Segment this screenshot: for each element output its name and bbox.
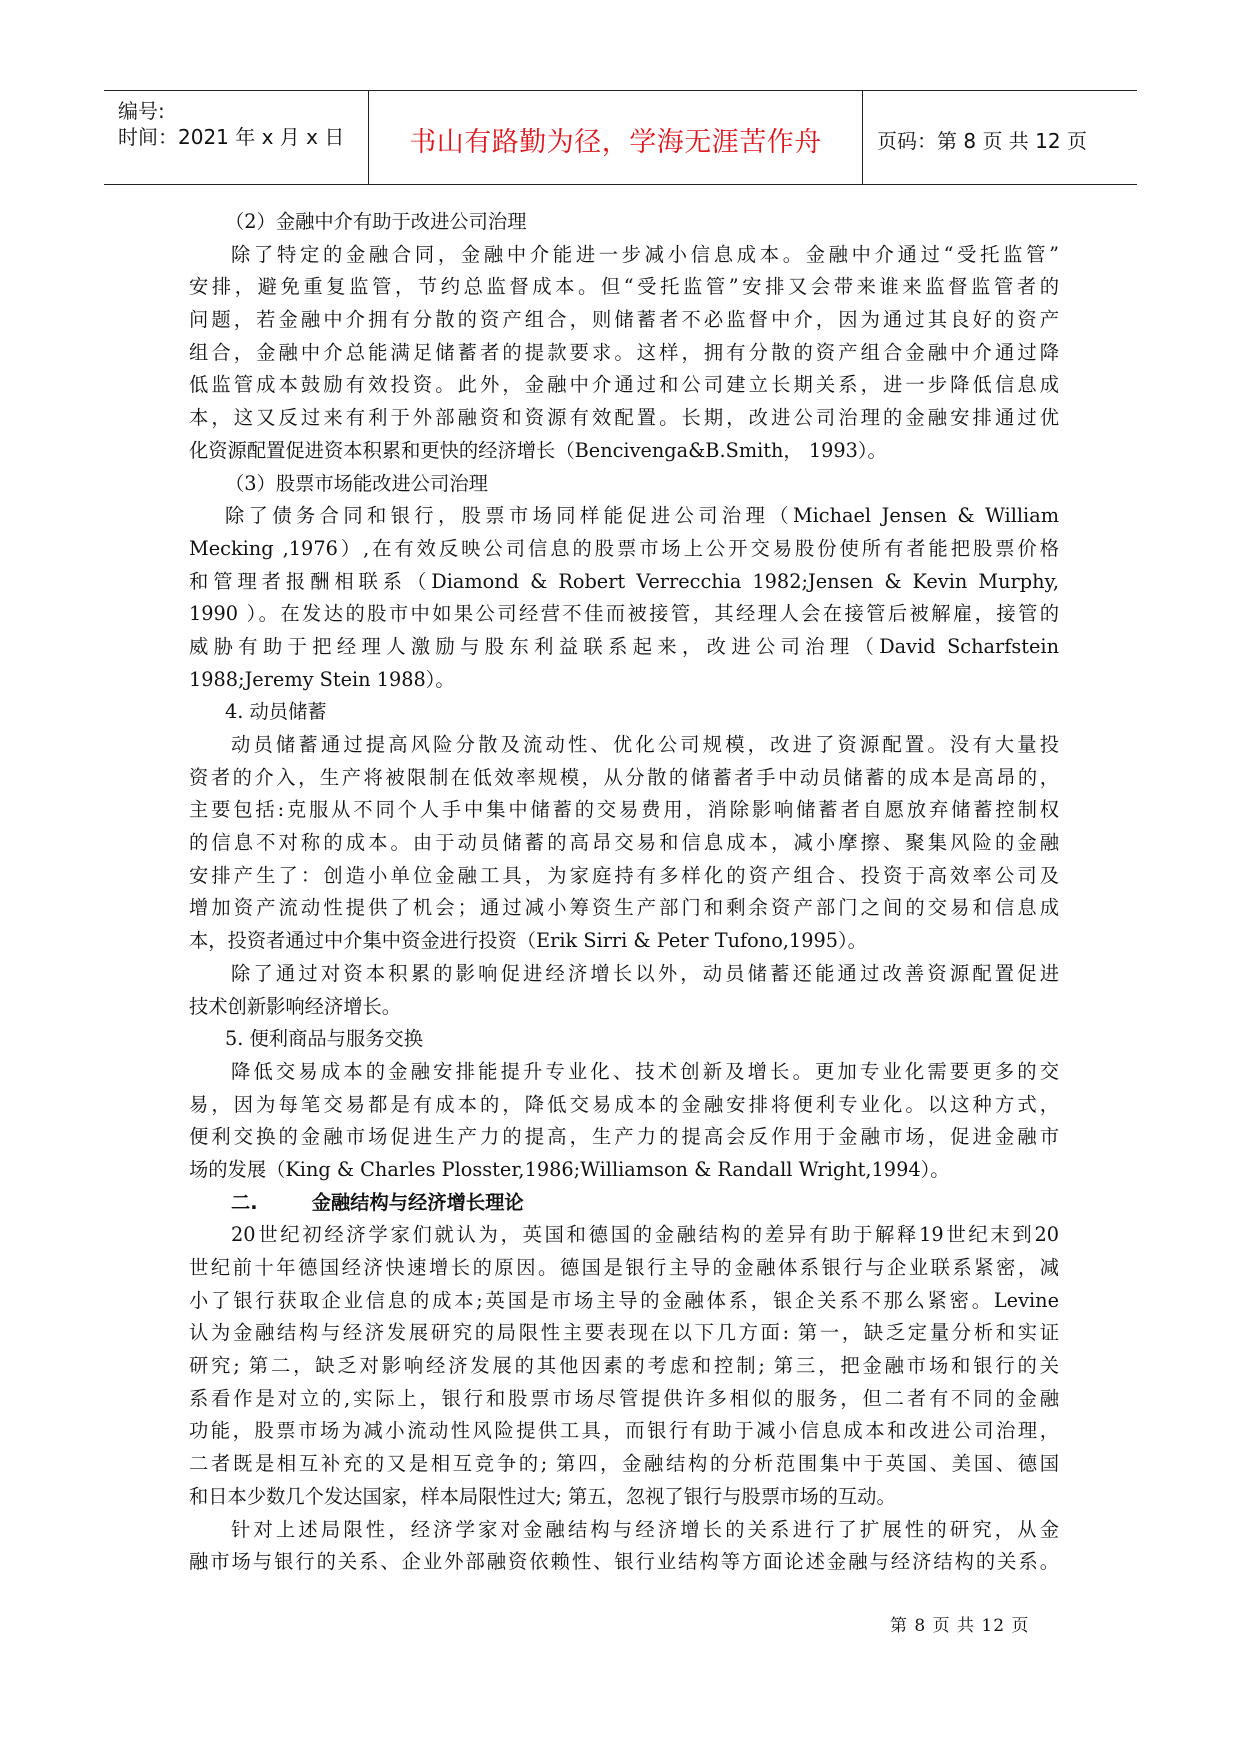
paragraph-line: 的信息不对称的成本。由于动员储蓄的高昂交易和信息成本，减小摩擦、聚集风险的金融 [189, 831, 1059, 855]
header-middle-cell [369, 91, 863, 184]
paragraph-line: 二者既是相互补充的又是相互竞争的; 第四，金融结构的分析范围集中于英国、美国、德国 [189, 1452, 1059, 1476]
paragraph-line: 认为金融结构与经济发展研究的局限性主要表现在以下几方面: 第一，缺乏定量分析和实证 [189, 1321, 1059, 1345]
paragraph-line: 安排，避免重复监管，节约总监督成本。但“受托监管”安排又会带来谁来监督监管者的 [189, 275, 1059, 299]
paragraph-line: 增加资产流动性提供了机会；通过减小筹资生产部门和剩余资产部门之间的交易和信息成 [189, 896, 1059, 920]
document-body [189, 206, 1059, 1579]
header-left-cell [104, 91, 369, 184]
section-title: 金融结构与经济增长理论 [311, 1190, 524, 1214]
paragraph-line: 易，因为每笔交易都是有成本的，降低交易成本的金融安排将便利专业化。以这种方式， [189, 1092, 1059, 1116]
paragraph-line: 低监管成本鼓励有效投资。此外，金融中介通过和公司建立长期关系，进一步降低信息成 [189, 373, 1059, 397]
paragraph-line: 功能，股票市场为减小流动性风险提供工具，而银行有助于减小信息成本和改进公司治理， [189, 1419, 1059, 1443]
paragraph-line: 融市场与银行的关系、企业外部融资依赖性、银行业结构等方面论述金融与经济结构的关系。 [189, 1550, 1059, 1574]
page-code: 页码：第 8 页 共 12 页 [877, 129, 1087, 153]
page-header [104, 90, 1137, 185]
paragraph-line: 除了通过对资本积累的影响促进经济增长以外，动员储蓄还能通过改善资源配置促进 [231, 961, 1059, 985]
paragraph-line: 和管理者报酬相联系（Diamond & Robert Verrecchia 1982;Jensen & Kevin Murphy, [189, 569, 1059, 593]
paragraph-line: 资者的介入，生产将被限制在低效率规模，从分散的储蓄者手中动员储蓄的成本是高昂的， [189, 765, 1059, 789]
paragraph-line: 动员储蓄通过提高风险分散及流动性、优化公司规模，改进了资源配置。没有大量投 [231, 733, 1059, 756]
paragraph-line: 本，这又反过来有利于外部融资和资源有效配置。长期，改进公司治理的金融安排通过优 [189, 406, 1059, 430]
paragraph-line: 主要包括:克服从不同个人手中集中储蓄的交易费用，消除影响储蓄者自愿放弃储蓄控制权 [189, 798, 1059, 822]
paragraph-line: 和日本少数几个发达国家，样本局限性过大; 第五，忽视了银行与股票市场的互动。 [189, 1484, 896, 1508]
paragraph-line: 除了特定的金融合同，金融中介能进一步减小信息成本。金融中介通过“受托监管” [231, 242, 1059, 266]
section-number: 二. [231, 1190, 258, 1214]
paragraph-line: 组合，金融中介总能满足储蓄者的提款要求。这样，拥有分散的资产组合金融中介通过降 [189, 340, 1059, 364]
paragraph-line: 世纪前十年德国经济快速增长的原因。德国是银行主导的金融体系银行与企业联系紧密，减 [189, 1256, 1059, 1279]
paragraph-line: 技术创新影响经济增长。 [189, 994, 402, 1018]
paragraph-line: 1990 ）。在发达的股市中如果公司经营不佳而被接管，其经理人会在接管后被解雇，接管的 [189, 602, 1059, 626]
paragraph-line: 针对上述局限性，经济学家对金融结构与经济增长的关系进行了扩展性的研究，从金 [231, 1517, 1059, 1541]
header-motto: 书山有路勤为径，学海无涯苦作舟 [409, 127, 822, 158]
paragraph-line: 问题，若金融中介拥有分散的资产组合，则储蓄者不必监督中介，因为通过其良好的资产 [189, 308, 1059, 332]
paragraph-line: 化资源配置促进资本积累和更快的经济增长（Bencivenga&B.Smith， 1993）。 [189, 438, 887, 462]
paragraph-line: 20世纪初经济学家们就认为，英国和德国的金融结构的差异有助于解释19世纪末到20 [231, 1223, 1059, 1247]
subheading-exchange: 5. 便利商品与服务交换 [225, 1027, 424, 1051]
paragraph-line: 威胁有助于把经理人激励与股东利益联系起来，改进公司治理（David Scharfstein [189, 634, 1059, 658]
time-label: 时间：2021 年 x 月 x 日 [118, 125, 345, 149]
paragraph-line: 小了银行获取企业信息的成本;英国是市场主导的金融体系，银企关系不那么紧密。Levine [189, 1288, 1059, 1312]
page-footer: 第 8 页 共 12 页 [890, 1616, 1030, 1636]
paragraph-line: Mecking ,1976）,在有效反映公司信息的股票市场上公开交易股份使所有者能把股票价格 [189, 536, 1059, 560]
paragraph-line: 1988;Jeremy Stein 1988）。 [189, 667, 455, 691]
paragraph-line: 便利交换的金融市场促进生产力的提高，生产力的提高会反作用于金融市场，促进金融市 [189, 1125, 1059, 1149]
paragraph-line: 安排产生了：创造小单位金融工具，为家庭持有多样化的资产组合、投资于高效率公司及 [189, 863, 1059, 887]
section-heading [189, 1187, 1059, 1220]
subheading-mobilize-savings: 4. 动员储蓄 [225, 700, 327, 724]
number-label: 编号: [118, 99, 165, 123]
paragraph-line: 研究; 第二，缺乏对影响经济发展的其他因素的考虑和控制; 第三，把金融市场和银行的关 [189, 1354, 1059, 1378]
paragraph-line: 除了债务合同和银行，股票市场同样能促进公司治理（Michael Jensen & William [225, 504, 1059, 528]
paragraph-line: 场的发展（King & Charles Plosster,1986;Williamson & Randall Wright,1994）。 [189, 1157, 950, 1181]
paragraph-line: 系看作是对立的,实际上，银行和股票市场尽管提供许多相似的服务，但二者有不同的金融 [189, 1386, 1059, 1410]
paragraph-line: 本，投资者通过中介集中资金进行投资（Erik Sirri & Peter Tufono,1995）。 [189, 929, 867, 953]
header-right-cell [863, 91, 1137, 184]
subheading-financial-intermediary: （2）金融中介有助于改进公司治理 [225, 210, 527, 233]
subheading-stock-market: （3）股票市场能改进公司治理 [225, 471, 488, 495]
paragraph-line: 降低交易成本的金融安排能提升专业化、技术创新及增长。更加专业化需要更多的交 [231, 1059, 1059, 1083]
